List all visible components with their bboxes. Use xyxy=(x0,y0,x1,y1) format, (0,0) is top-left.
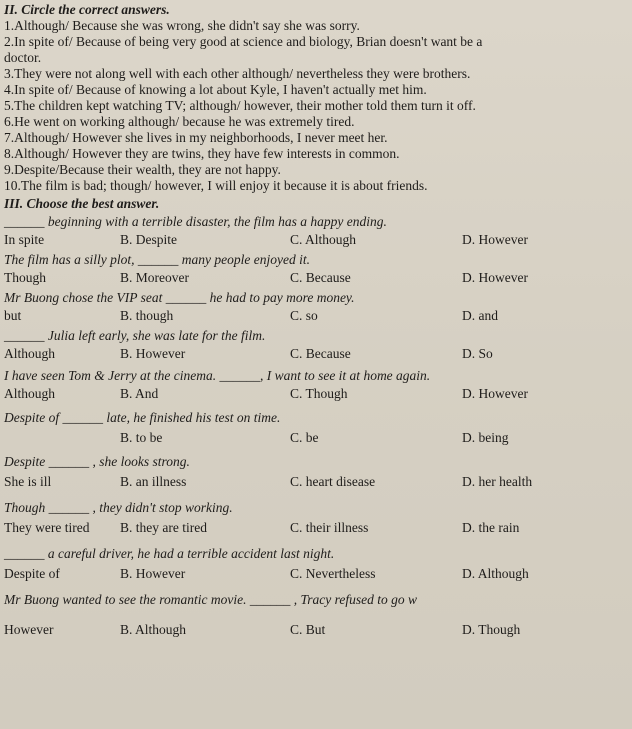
option-c[interactable]: C. Although xyxy=(290,232,357,247)
option-d[interactable]: D. So xyxy=(462,346,493,361)
option-a[interactable]: However xyxy=(4,622,54,637)
option-b[interactable]: B. Moreover xyxy=(120,270,189,285)
question-9-stem: ______ a careful driver, he had a terrible accident last night. xyxy=(4,546,335,561)
question-3-options xyxy=(0,308,632,326)
option-b[interactable]: B. However xyxy=(120,566,186,581)
part2-item-8: 8.Although/ However they are twins, they have few interests in common. xyxy=(4,146,400,161)
question-7-options xyxy=(0,474,632,492)
question-8-stem: Though ______ , they didn't stop working. xyxy=(4,500,233,515)
option-d[interactable]: D. However xyxy=(462,386,528,401)
option-c[interactable]: C. Because xyxy=(290,346,351,361)
option-c[interactable]: C. But xyxy=(290,622,326,637)
question-6-stem: Despite of ______ late, he finished his test on time. xyxy=(4,410,281,425)
part2-item-5: 5.The children kept watching TV; although/ however, their mother told them turn it off. xyxy=(4,98,476,113)
part2-item-4: 4.In spite of/ Because of knowing a lot about Kyle, I haven't actually met him. xyxy=(4,82,427,97)
question-4-stem: ______ Julia left early, she was late for the film. xyxy=(4,328,266,343)
option-c[interactable]: C. heart disease xyxy=(290,474,376,489)
question-9-options xyxy=(0,566,632,584)
question-2-stem: The film has a silly plot, ______ many people enjoyed it. xyxy=(4,252,310,267)
option-c[interactable]: C. Nevertheless xyxy=(290,566,376,581)
option-d[interactable]: D. Although xyxy=(462,566,529,581)
question-7-stem: Despite ______ , she looks strong. xyxy=(4,454,190,469)
part3-title: III. Choose the best answer. xyxy=(4,196,160,211)
part2-item-6: 6.He went on working although/ because he was extremely tired. xyxy=(4,114,355,129)
option-d[interactable]: D. However xyxy=(462,232,528,247)
part2-item-3: 3.They were not along well with each other although/ nevertheless they were brothers. xyxy=(4,66,471,81)
part2-item-1: 1.Although/ Because she was wrong, she didn't say she was sorry. xyxy=(4,18,360,33)
option-c[interactable]: C. their illness xyxy=(290,520,369,535)
question-10-options xyxy=(0,622,632,640)
option-b[interactable]: B. Although xyxy=(120,622,187,637)
option-c[interactable]: C. so xyxy=(290,308,318,323)
option-d[interactable]: D. the rain xyxy=(462,520,520,535)
option-a[interactable]: but xyxy=(4,308,22,323)
option-a[interactable]: Despite of xyxy=(4,566,60,581)
option-d[interactable]: D. However xyxy=(462,270,528,285)
option-d[interactable]: D. her health xyxy=(462,474,533,489)
option-c[interactable]: C. Because xyxy=(290,270,351,285)
question-8-options xyxy=(0,520,632,538)
part2-item-2: 2.In spite of/ Because of being very good at science and biology, Brian doesn't want be a xyxy=(4,34,483,49)
question-3-stem: Mr Buong chose the VIP seat ______ he had to pay more money. xyxy=(4,290,355,305)
option-a[interactable]: They were tired xyxy=(4,520,90,535)
part2-item-10: 10.The film is bad; though/ however, I will enjoy it because it is about friends. xyxy=(4,178,428,193)
option-b[interactable]: B. to be xyxy=(120,430,163,445)
option-a[interactable]: Although xyxy=(4,346,56,361)
option-a[interactable]: Although xyxy=(4,386,56,401)
option-a[interactable]: Though xyxy=(4,270,46,285)
option-c[interactable]: C. Though xyxy=(290,386,348,401)
question-1-options xyxy=(0,232,632,250)
part2-title: II. Circle the correct answers. xyxy=(4,2,170,17)
option-d[interactable]: D. being xyxy=(462,430,509,445)
option-b[interactable]: B. they are tired xyxy=(120,520,207,535)
question-1-stem: ______ beginning with a terrible disaster, the film has a happy ending. xyxy=(4,214,387,229)
question-5-options xyxy=(0,386,632,404)
question-2-options xyxy=(0,270,632,288)
option-b[interactable]: B. though xyxy=(120,308,174,323)
question-4-options xyxy=(0,346,632,364)
question-5-stem: I have seen Tom & Jerry at the cinema. ______, I want to see it at home again. xyxy=(4,368,431,383)
option-c[interactable]: C. be xyxy=(290,430,319,445)
question-6-options xyxy=(0,430,632,448)
part2-item-7: 7.Although/ However she lives in my neighborhoods, I never meet her. xyxy=(4,130,388,145)
option-a[interactable]: She is ill xyxy=(4,474,52,489)
option-d[interactable]: D. and xyxy=(462,308,498,323)
option-b[interactable]: B. an illness xyxy=(120,474,187,489)
option-a[interactable]: In spite xyxy=(4,232,45,247)
option-b[interactable]: B. However xyxy=(120,346,186,361)
option-b[interactable]: B. Despite xyxy=(120,232,177,247)
option-b[interactable]: B. And xyxy=(120,386,159,401)
part2-item-2-cont: doctor. xyxy=(4,50,42,65)
part2-item-9: 9.Despite/Because their wealth, they are not happy. xyxy=(4,162,281,177)
option-d[interactable]: D. Though xyxy=(462,622,521,637)
question-10-stem: Mr Buong wanted to see the romantic movie. ______ , Tracy refused to go w xyxy=(4,592,417,607)
